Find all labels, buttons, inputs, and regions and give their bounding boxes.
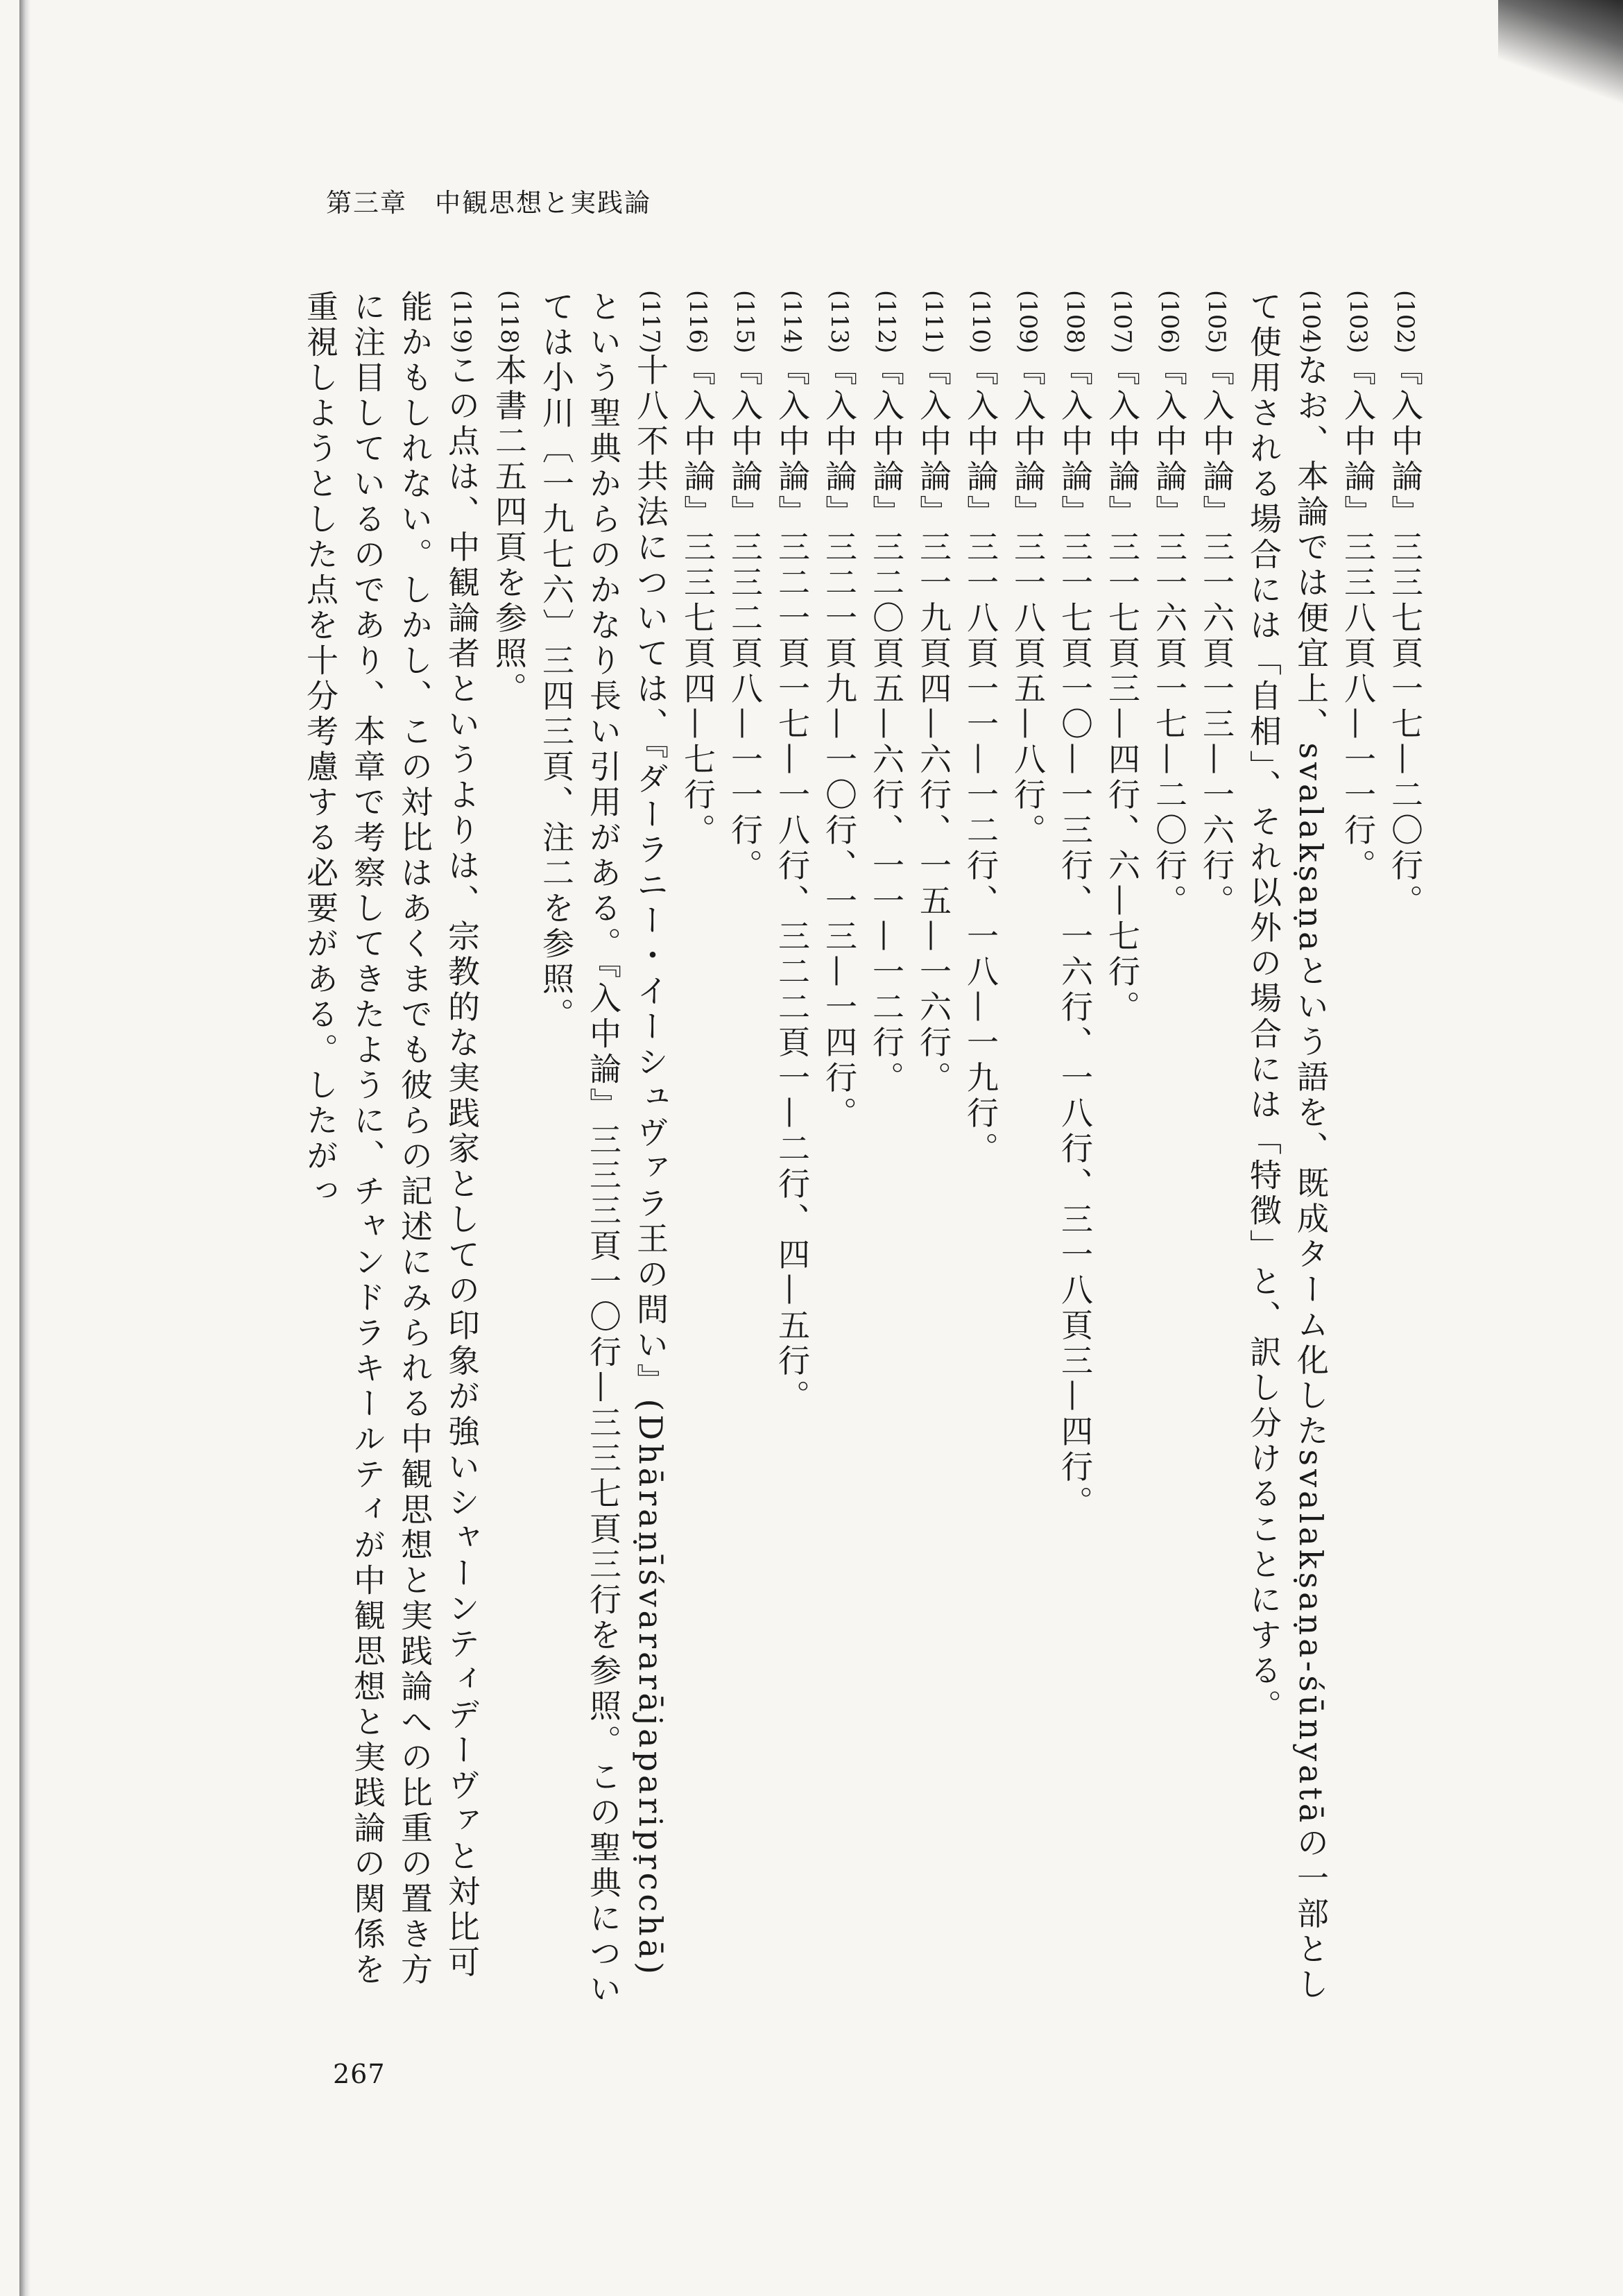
note-115 (721, 290, 768, 2010)
note-text: 『入中論』三三七頁四—七行。 (679, 353, 716, 849)
page-binding-edge (19, 0, 31, 2296)
note-113 (816, 290, 863, 2010)
note-number: (105) (1203, 290, 1230, 354)
chapter-number: 第三章 (326, 188, 407, 218)
note-text: 『入中論』三一九頁四—六行、一五—一六行。 (915, 353, 952, 1097)
note-number: (103) (1344, 290, 1372, 354)
note-text: 本書二五四頁を参照。 (490, 353, 528, 708)
note-text: 『入中論』三一七頁三—四行、六—七行。 (1104, 353, 1141, 1026)
note-119 (297, 290, 486, 2010)
note-number: (106) (1156, 290, 1183, 354)
note-111 (910, 290, 957, 2010)
note-102 (1382, 290, 1429, 2010)
note-112 (863, 290, 910, 2010)
note-number: (113) (825, 290, 853, 354)
note-number: (102) (1391, 290, 1419, 354)
note-text: 『入中論』三二一頁一七—一八行、三二二頁一—二行、四—五行。 (773, 353, 811, 1415)
page-number: 267 (333, 2059, 386, 2089)
note-text: この点は、中観論者というよりは、宗教的な実践家としての印象が強いシャーンティデーヴァと対比可能かもしれない。しかし、この対比はあくまでも彼らの記述にみられる中観思想と実践論への比重の置き方に注目しているのであり、本章で考察してきたように、チャンドラキールティが中観思想と実践論の関係を重視しようとした点を十分考慮する必要がある。したがっ (302, 290, 481, 1988)
note-text: 『入中論』三一七頁一〇—一三行、一六行、一八行、三一八頁三—四行。 (1056, 353, 1094, 1521)
note-105 (1193, 290, 1240, 2010)
note-114 (768, 290, 816, 2010)
note-118 (486, 290, 533, 2010)
running-header (326, 182, 651, 219)
note-104 (1240, 290, 1334, 2010)
note-106 (1146, 290, 1193, 2010)
note-107 (1099, 290, 1146, 2010)
scan-corner-shadow (1498, 0, 1623, 104)
note-text: 十八不共法については、『ダーラニー・イーシュヴァラ王の問い』(Dhāraṇīśvararājaparipṛcchā)という聖典からのかなり長い引用がある。『入中論』三三三頁一〇行—三三七頁三行を参照。この聖典については小川〔一九七六〕三四三頁、注二を参照。 (538, 290, 669, 2007)
note-number: (112) (873, 290, 900, 354)
note-number: (111) (920, 290, 947, 354)
note-number: (119) (448, 290, 476, 354)
note-110 (957, 290, 1004, 2010)
endnotes-section (302, 290, 1429, 2010)
note-number: (110) (967, 290, 995, 354)
note-text: 『入中論』三一六頁一三—一六行。 (1198, 353, 1235, 920)
note-text: 『入中論』三三二頁八—一一行。 (726, 353, 764, 884)
note-number: (114) (778, 290, 806, 354)
note-text: 『入中論』三二一頁九—一〇行、一三—一四行。 (821, 353, 858, 1132)
note-109 (1004, 290, 1051, 2010)
note-text: なお、本論では便宜上、svalakṣaṇaという語を、既成ターム化したsvalakṣaṇa-śūnyatāの一部として使用される場合には「自相」、それ以外の場合には「特徴」と、訳し分けることにする。 (1245, 290, 1330, 2003)
note-number: (115) (731, 290, 759, 354)
note-number: (118) (495, 290, 523, 354)
note-117 (533, 290, 674, 2010)
note-text: 『入中論』三一六頁一七—二〇行。 (1151, 353, 1188, 920)
note-108 (1051, 290, 1099, 2010)
note-text: 『入中論』三三七頁一七—二〇行。 (1386, 353, 1424, 920)
note-number: (117) (637, 290, 664, 354)
note-number: (116) (684, 290, 712, 354)
note-text: 『入中論』三三八頁八—一一行。 (1339, 353, 1377, 884)
note-number: (104) (1297, 290, 1325, 354)
note-number: (107) (1108, 290, 1136, 354)
chapter-title: 中観思想と実践論 (435, 188, 651, 218)
note-103 (1334, 290, 1382, 2010)
note-text: 『入中論』三二〇頁五—六行、一一—一二行。 (868, 353, 905, 1097)
note-116 (674, 290, 721, 2010)
note-text: 『入中論』三一八頁一一—一二行、一八—一九行。 (962, 353, 999, 1167)
note-number: (109) (1014, 290, 1042, 354)
note-text: 『入中論』三一八頁五—八行。 (1009, 353, 1047, 849)
note-number: (108) (1061, 290, 1089, 354)
